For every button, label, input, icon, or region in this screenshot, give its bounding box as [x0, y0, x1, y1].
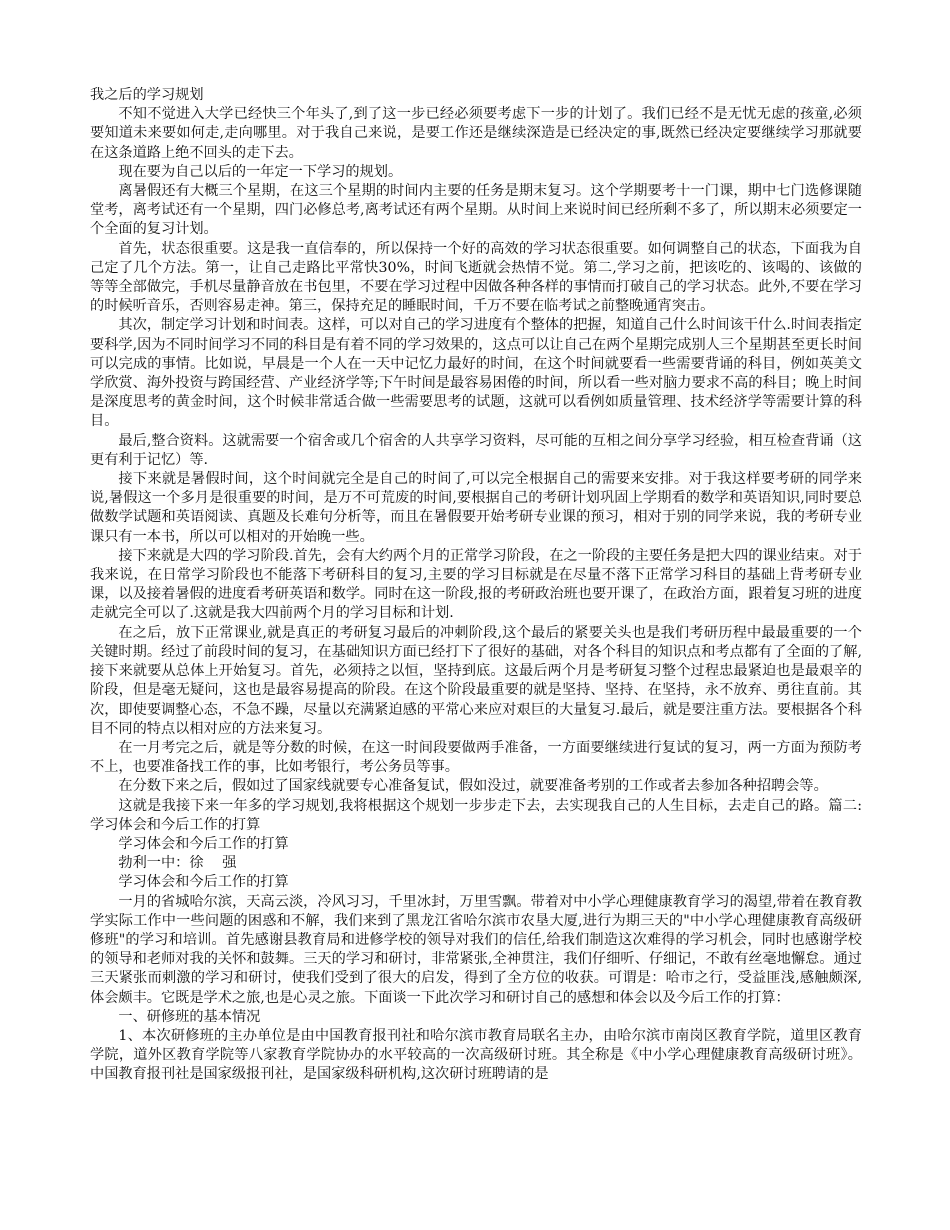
paragraph: 现在要为自己以后的一年定一下学习的规划。	[118, 163, 403, 180]
section-heading: 一、研修班的基本情况	[118, 1008, 261, 1025]
paragraph: 1、本次研修班的主办单位是由中国教育报刊社和哈尔滨市教育局联名主办，由哈尔滨市南岗区教育学院，道里区教育学院，道外区教育学院等八家教育学院协办的水平较高的一次高级研讨班。其全称是《中小学心理健康教育高级研讨班》。中国教育报刊社是国家级报刊社，是国家级科研机构,这次研讨班聘请的是	[90, 1027, 862, 1083]
paragraph: 不知不觉进入大学已经快三个年头了,到了这一步已经必须要考虑下一步的计划了。我们已经不是无忧无虑的孩童,必须要知道未来要如何走,走向哪里。对于我自己来说，是要工作还是继续深造是已经决定的事,既然已经决定要继续学习那就要在这条道路上绝不回头的走下去。	[90, 106, 862, 161]
paragraph: 其次，制定学习计划和时间表。这样，可以对自己的学习进度有个整体的把握，知道自己什么时间该干什么.时间表指定要科学,因为不同时间学习不同的科目是有着不同的学习效果的，这点可以让自己在两个星期完成别人三个星期甚至更长时间可以完成的事情。比如说，早晨是一个人在一天中记忆力最好的时间，在这个时间就要看一些需要背诵的科目，例如英美文学欣赏、海外投资与跨国经营、产业经济学等;下午时间是最容易困倦的时间，所以看一些对脑力要求不高的科目；晚上时间是深度思考的黄金时间，这个时候非常适合做一些需要思考的试题，这就可以看例如质量管理、技术经济学等需要计算的科目。	[90, 317, 862, 430]
paragraph: 一月的省城哈尔滨，天高云淡，冷风习习，千里冰封，万里雪飘。带着对中小学心理健康教育学习的渴望,带着在教育教学实际工作中一些问题的困惑和不解，我们来到了黑龙江省哈尔滨市农垦大厦,进行为期三天的"中小学心理健康教育高级研修班"的学习和培训。首先感谢县教育局和进修学校的领导对我们的信任,给我们制造这次难得的学习机会，同时也感谢学校的领导和老师对我的关怀和鼓舞。三天的学习和研讨，非常紧张,全神贯注，我们仔细听、仔细记，不敢有丝毫地懈怠。通过三天紧张而刺激的学习和研讨，使我们受到了很大的启发，得到了全方位的收获。可谓是：哈市之行，受益匪浅,感触颇深,体会颇丰。它既是学术之旅,也是心灵之旅。下面谈一下此次学习和研讨自己的感想和体会以及今后工作的打算：	[90, 893, 862, 1006]
paragraph: 接下来就是大四的学习阶段.首先，会有大约两个月的正常学习阶段，在之一阶段的主要任务是把大四的课业结束。对于我来说，在日常学习阶段也不能落下考研科目的复习,主要的学习目标就是在尽量不落下正常学习科目的基础上背考研专业课，以及接着暑假的进度看考研英语和数学。同时在这一阶段,报的考研政治班也要开课了，在政治方面，跟着复习班的进度走就完全可以了.这就是我大四前两个月的学习目标和计划.	[90, 547, 862, 622]
paragraph: 最后,整合资料。这就需要一个宿舍或几个宿舍的人共享学习资料，尽可能的互相之间分享学习经验，相互检查背诵（这更有利于记忆）等.	[90, 432, 862, 468]
paragraph: 这就是我接下来一年多的学习规划,我将根据这个规划一步步走下去，去实现我自己的人生目标，去走自己的路。篇二:学习体会和今后工作的打算	[90, 797, 862, 833]
paragraph: 在分数下来之后，假如过了国家线就要专心准备复试，假如没过，就要准备考别的工作或者去参加各种招聘会等。	[118, 778, 828, 795]
paragraph: 接下来就是暑假时间，这个时间就完全是自己的时间了,可以完全根据自己的需要来安排。对于我这样要考研的同学来说,暑假这一个多月是很重要的时间，是万不可荒废的时间,要根据自己的考研计划巩固上学期看的数学和英语知识,同时要总做数学试题和英语阅读、真题及长难句分析等，而且在暑假要开始考研专业课的预习，相对于别的同学来说，我的考研专业课只有一本书，所以可以相对的开始晚一些。	[90, 471, 862, 545]
section-heading: 学习体会和今后工作的打算	[118, 835, 289, 852]
paragraph: 在之后，放下正常课业,就是真正的考研复习最后的冲刺阶段,这个最后的紧要关头也是我们考研历程中最最重要的一个关键时期。经过了前段时间的复习，在基础知识方面已经打下了很好的基础，对各个科目的知识点和考点都有了全面的了解,接下来就要从总体上开始复习。首先，必须持之以恒，坚持到底。这最后两个月是考研复习整个过程忠最紧迫也是最艰辛的阶段，但是毫无疑问，这也是最容易提高的阶段。在这个阶段最重要的就是坚持、坚持、在坚持，永不放弃、勇往直前。其次，即使要调整心态，不急不躁，尽量以充满紧迫感的平常心来应对艰巨的大量复习.最后，就是要注重方法。要根据各个科目不同的特点以相对应的方法来复习。	[90, 624, 862, 737]
paragraph: 首先，状态很重要。这是我一直信奉的，所以保持一个好的高效的学习状态很重要。如何调整自己的状态，下面我为自己定了几个方法。第一，让自己走路比平常快30%，时间飞逝就会热情不觉。第二,学习之前，把该吃的、该喝的、该做的等等全部做完，手机尽量静音放在书包里，不要在学习过程中因做各种各样的事情而打破自己的学习状态。此外,不要在学习的时候听音乐，否则容易走神。第三，保持充足的睡眠时间，千万不要在临考试之前整晚通宵突击。	[90, 240, 862, 315]
paragraph: 离暑假还有大概三个星期，在这三个星期的时间内主要的任务是期末复习。这个学期要考十一门课，期中七门选修课随堂考，离考试还有一个星期，四门必修总考,离考试还有两个星期。从时间上来说时间已经所剩不多了，所以期末必须要定一个全面的复习计划。	[90, 183, 862, 238]
section-heading: 学习体会和今后工作的打算	[118, 874, 289, 891]
author-line: 勃利一中：徐 强	[118, 855, 237, 872]
document-body	[90, 86, 862, 1085]
document-title: 我之后的学习规划	[90, 87, 204, 103]
paragraph: 在一月考完之后，就是等分数的时候，在这一时间段要做两手准备，一方面要继续进行复试的复习，两一方面为预防考不上，也要准备找工作的事，比如考银行，考公务员等事。	[90, 739, 862, 776]
